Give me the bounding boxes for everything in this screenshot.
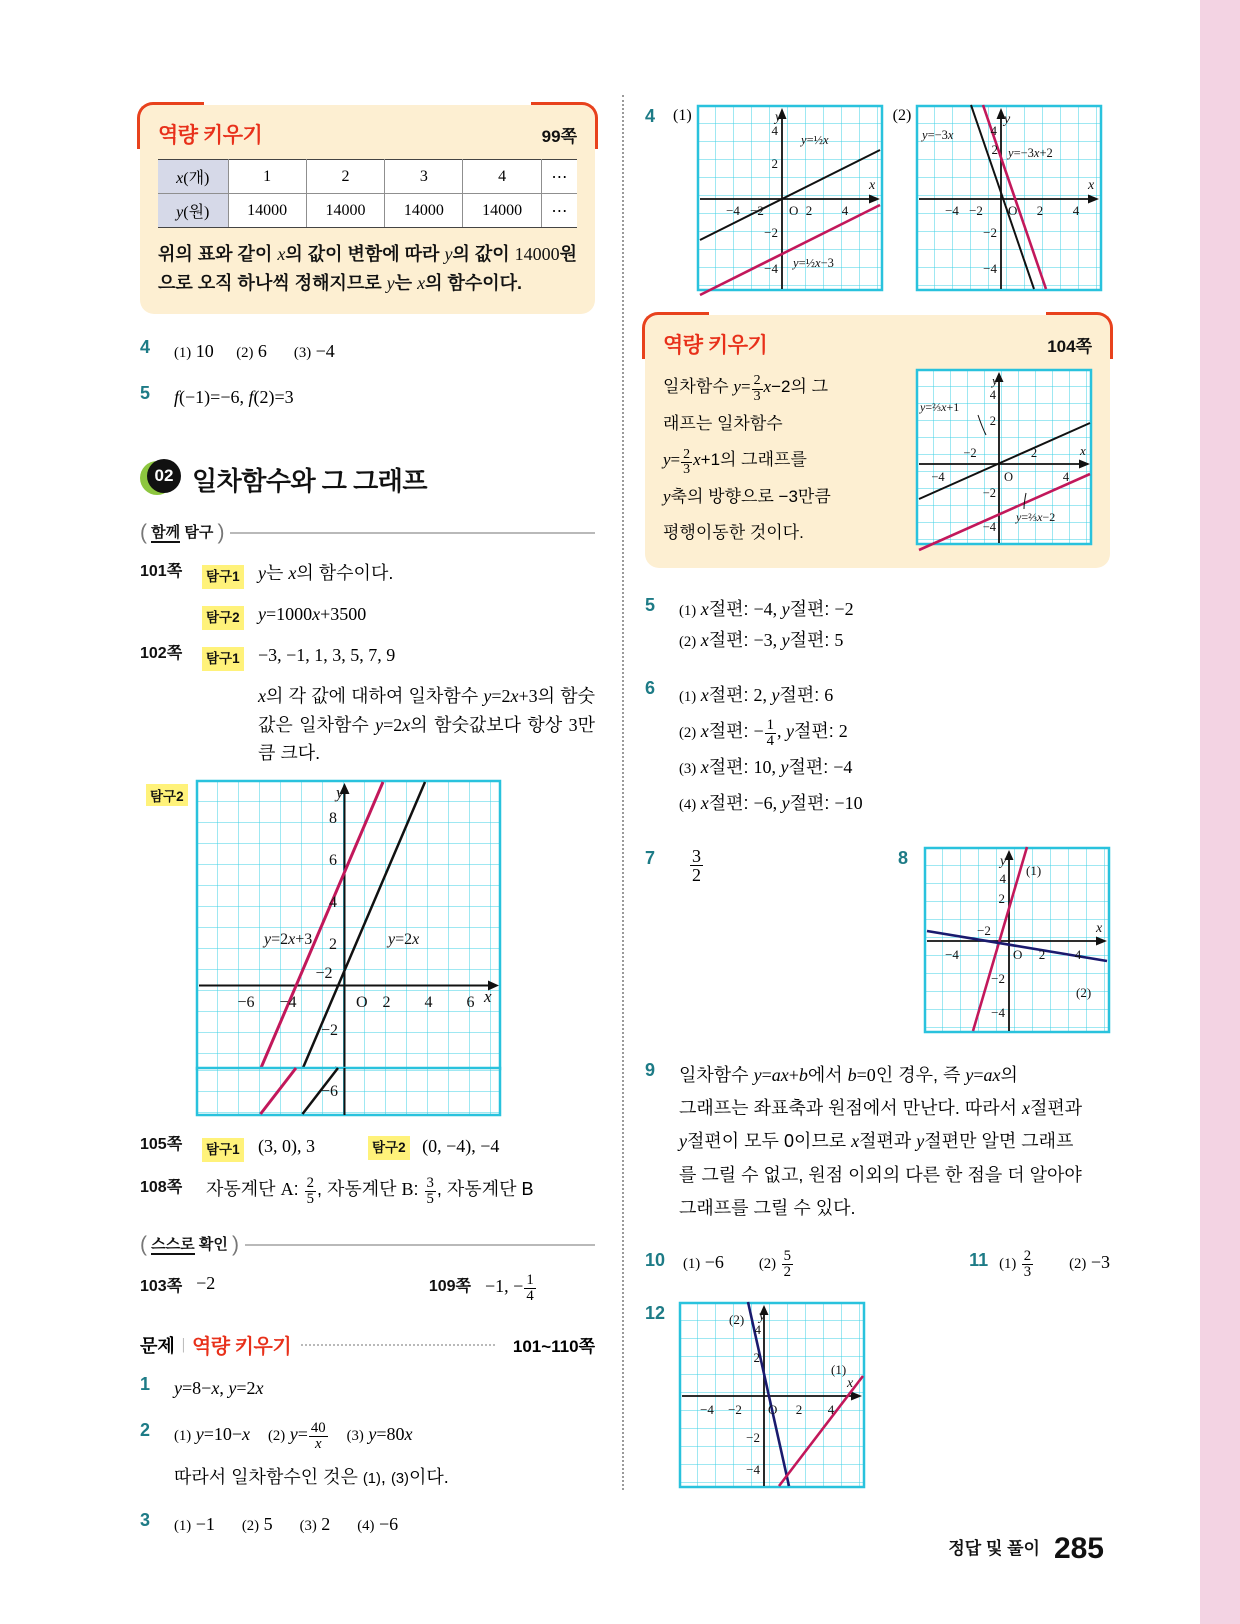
svg-text:y=−3x: y=−3x [922,128,954,142]
self-check-value: −1, − $\frac{1}{4}$ [485,1272,534,1305]
page-footer [0,1532,1200,1566]
svg-text:y: y [1000,853,1007,869]
question-row-5 [645,594,1110,657]
page-ref: 103쪽 [140,1278,183,1296]
svg-text:O: O [1004,470,1014,484]
problem-answer: (1) y=10−x (2) y= $\frac{40}{x}$ (3) y=80x [174,1419,413,1452]
answer-item: (1) x절편: −4, y절편: −2 [679,598,854,619]
problem-number: 2 [140,1419,151,1440]
svg-text:2: 2 [329,936,337,954]
page-edge-bar [1200,0,1240,1624]
self-check-label-row [140,1233,595,1257]
svg-text:−2: −2 [320,1022,338,1040]
svg-text:y=2x+3: y=2x+3 [264,931,313,949]
svg-text:y=⅔x−2: y=⅔x−2 [1016,510,1056,524]
svg-text:2: 2 [1037,203,1044,218]
svg-text:2: 2 [795,1402,803,1418]
q12-label-2: (2) [729,1312,745,1328]
section-badge-number: 02 [147,459,181,493]
explanation-line: 그래프를 그릴 수 있다. [679,1198,856,1219]
explanation-line: 그래프는 좌표축과 원점에서 만난다. 따라서 x절편과 [679,1098,1083,1119]
page-ref: 105쪽 [140,1136,183,1154]
row-header-y: y(원) [158,194,228,228]
question-7-8-block [645,847,1110,1033]
svg-text:y: y [336,783,344,803]
q4-sub-1-label: (1) [673,107,692,124]
svg-text:y=−3x+2: y=−3x+2 [1008,146,1054,160]
problem-answer: (1) −1 (2) 5 (3) 2 (4) −6 [174,1514,399,1535]
page-ref [140,600,202,631]
rule-line [245,1244,595,1246]
explore2-graph-lower [196,1068,501,1118]
row-header-x: x(개) [158,160,228,194]
svg-text:y=2x: y=2x [388,931,420,949]
question-row-6 [645,677,1110,821]
right-column [645,105,1110,1488]
problem-pages: 101~110쪽 [512,1337,595,1357]
svg-text:−2: −2 [315,965,333,983]
svg-text:−2: −2 [977,922,991,938]
page-ref: 109쪽 [428,1278,471,1296]
cell: 1 [228,160,306,194]
svg-text:−2: −2 [969,203,984,218]
svg-text:−4: −4 [945,946,959,962]
callout-line-5: 평행이동한 것이다. [663,523,804,543]
svg-text:y: y [759,1309,766,1325]
svg-text:−6: −6 [237,994,255,1012]
svg-text:2: 2 [382,994,391,1012]
question-number: 10 [645,1250,666,1271]
question-11-answers: (1) $\frac{2}{3}$ (2) −3 [999,1248,1110,1281]
problem-number: 1 [140,1374,151,1395]
q4-sub-2-label: (2) [892,107,912,124]
explore-tag: 탐구1 [202,1132,258,1163]
svg-text:4: 4 [827,1402,835,1418]
svg-text:2: 2 [989,414,996,428]
svg-text:x: x [868,178,875,193]
svg-text:−4: −4 [982,520,996,534]
svg-text:2: 2 [991,142,999,157]
svg-text:x: x [847,1376,854,1392]
svg-text:4: 4 [990,123,998,138]
column-divider [622,95,624,1490]
page-ref: 108쪽 [140,1178,183,1196]
svg-text:y: y [1004,112,1011,127]
answer-item: (4) x절편: −6, y절편: −10 [679,792,863,813]
question-number: 11 [969,1250,989,1271]
explore-text: x의 각 값에 대하여 일차함수 y=2x+3의 함숫값은 일차함수 y=2x의 함숫값보다 항상 3만큼 크다. [258,685,595,764]
svg-text:−4: −4 [763,261,778,276]
q12-graph-svg [679,1302,865,1488]
svg-text:4: 4 [1074,946,1082,962]
explore-row-102-1 [140,641,595,672]
svg-text:4: 4 [329,894,337,912]
svg-text:4: 4 [989,388,996,402]
svg-text:4: 4 [841,203,848,218]
explore-row-105 [140,1132,595,1163]
q4-1-graph-svg [697,105,883,291]
svg-text:y: y [992,373,998,388]
question-7-answer: $\frac{3}{2}$ [692,845,701,886]
svg-text:−2: −2 [763,225,778,240]
svg-text:y=½x−3: y=½x−3 [792,256,834,270]
callout-body-line2: 으로 오직 하나씩 정해지므로 y는 x의 함수이다. [158,273,523,294]
answer-text: (1) 10 (2) 6 (3) −4 [174,341,335,362]
cell: ⋯ [541,160,577,194]
svg-text:−2: −2 [983,225,998,240]
rule-line [301,1344,495,1346]
svg-text:O: O [356,994,368,1012]
question-answers [679,594,1110,657]
q8-label-2: (2) [1076,984,1092,1000]
section-title: 일차함수와 그 그래프 [192,465,427,496]
answer-item: (1) x절편: 2, y절편: 6 [679,684,834,705]
explore-graph-tag: 탐구2 [140,780,196,1118]
answer-item: (3) x절편: 10, y절편: −4 [679,756,853,777]
svg-text:2: 2 [1038,946,1046,962]
svg-text:4: 4 [1073,203,1080,218]
svg-text:4: 4 [1062,470,1070,484]
svg-text:2: 2 [998,890,1005,906]
svg-text:−2: −2 [749,203,764,218]
rule-line [230,532,595,534]
callout-page-ref: 99쪽 [541,126,577,146]
callout-body [663,369,908,552]
problem-answer: y=8−x, y=2x [174,1378,264,1399]
svg-text:O: O [1013,946,1023,962]
cell: 14000 [385,194,463,228]
svg-text:y=⅔x+1: y=⅔x+1 [920,400,960,414]
explore-label-row [140,521,595,545]
callout-title: 역량 키우기 [158,124,263,147]
q8-graph-svg [924,847,1110,1033]
answer-number: 5 [140,382,151,403]
explore-text [258,1132,595,1163]
svg-text:−4: −4 [945,203,960,218]
separator: | [181,1335,185,1353]
question-row-12 [645,1302,1110,1488]
question-number: 6 [645,677,656,698]
answer-text: f(−1)=−6, f(2)=3 [174,386,294,407]
svg-text:8: 8 [329,810,337,828]
table-row [158,194,577,228]
q4-2-graph-svg [916,105,1102,291]
explore-row-101-2 [140,600,595,631]
question-explanation [679,1059,1110,1225]
callout-box-104 [645,315,1110,568]
answer-item: (2) x절편: − $\frac{1}{4}$ , y절편: 2 [679,716,848,749]
question-number: 9 [645,1059,656,1080]
cell: 2 [306,160,384,194]
svg-text:4: 4 [754,1322,761,1338]
svg-text:−4: −4 [746,1462,760,1478]
callout104-graph-svg [916,369,1092,545]
explanation-line: 를 그릴 수 없고, 원점 이외의 다른 한 점을 더 알아야 [679,1164,1082,1185]
callout-page-ref: 104쪽 [1047,336,1092,356]
cell: 3 [385,160,463,194]
explanation-line: y절편이 모두 0이므로 x절편과 y절편만 알면 그래프 [679,1131,1074,1152]
function-table [158,159,577,228]
svg-text:−2: −2 [728,1402,742,1418]
svg-text:2: 2 [753,1350,760,1366]
question-number: 7 [645,847,656,868]
svg-text:−4: −4 [931,470,945,484]
answer-item: (2) x절편: −3, y절편: 5 [679,630,844,651]
explore-tag-2: 탐구2 [368,1136,410,1160]
question-4-block [645,105,1110,291]
footer-label: 정답 및 풀이 [948,1539,1040,1558]
q8-label-1: (1) [1026,862,1042,878]
chart-q4-1 [697,105,883,291]
svg-text:2: 2 [805,203,812,218]
question-10-11-block [645,1249,1110,1280]
explore-tag: 탐구2 [202,600,258,631]
question-number-4: 4 [645,106,656,126]
svg-text:4: 4 [771,123,778,138]
svg-text:O: O [788,203,799,218]
self-check-label: ( 스스로 확인 ) [140,1233,239,1257]
callout-line-4: y축의 방향으로 −3만큼 [663,486,831,506]
callout-body [158,240,577,298]
svg-text:−2: −2 [746,1430,760,1446]
svg-text:x: x [1096,920,1103,936]
problem-label: 문제 [140,1335,175,1356]
explore-text: y=1000x+3500 [258,604,367,625]
problem-row-2 [140,1419,595,1452]
answer-row-5 [140,382,595,414]
svg-text:O: O [768,1402,778,1418]
explore-label: ( 함께 탐구 ) [140,521,225,545]
explore-text: 자동계단 A: $\frac{2}{5}$ , 자동계단 B: $\frac{3}{5}$ , 자동계단 B [206,1174,534,1207]
svg-text:−2: −2 [963,446,977,460]
svg-text:O: O [1008,203,1018,218]
cell: 4 [463,160,541,194]
callout-header [663,329,1092,359]
svg-text:4: 4 [424,994,433,1012]
question-number: 8 [898,847,909,868]
svg-text:−4: −4 [279,994,297,1012]
chart-q12 [679,1302,865,1488]
chart-q4-2 [916,105,1102,291]
svg-text:2: 2 [771,156,778,171]
callout-line-2: 래프는 일차함수 [663,413,783,433]
page-number: 285 [1053,1532,1104,1565]
callout-body-line1: 위의 표와 같이 x의 값이 변함에 따라 y의 값이 14000원 [158,244,578,264]
svg-text:x: x [1080,443,1086,458]
svg-text:−6: −6 [320,1083,338,1101]
svg-text:2: 2 [1030,446,1038,460]
problem-row-1 [140,1373,595,1405]
page-ref: 101쪽 [140,563,183,581]
answer-row-4 [140,336,595,368]
table-row [158,160,577,194]
question-answers [679,677,1110,821]
answer-number: 4 [140,337,151,358]
callout-box-99 [140,105,595,314]
cell: 14000 [463,194,541,228]
section-badge [140,459,180,499]
section-header-02 [140,459,595,499]
chart-q8 [924,847,1110,1033]
left-column [140,105,595,1541]
self-check-value: −2 [196,1273,216,1294]
svg-text:x: x [1088,178,1095,193]
svg-text:−4: −4 [725,203,740,218]
explore-text: y는 x의 함수이다. [258,563,394,584]
page-ref: 102쪽 [140,644,183,662]
svg-text:6: 6 [466,994,475,1012]
svg-text:−4: −4 [991,1004,1005,1020]
explore-tag: 탐구1 [202,641,258,672]
callout-header [158,119,577,149]
callout-line-1: 일차함수 y= $\frac{2}{3}$ x−2의 그 [663,373,829,404]
explore-row-108 [140,1175,595,1207]
explore2-graph-svg [196,780,501,1070]
explore-tag: 탐구1 [202,559,258,590]
callout-line-3: y= $\frac{2}{3}$ x+1의 그래프를 [663,446,807,477]
explore-value-2: (0, −4), −4 [422,1136,500,1157]
question-number: 5 [645,594,656,615]
question-row-9 [645,1059,1110,1225]
chart-callout104 [916,369,1092,545]
svg-text:−2: −2 [991,970,1005,986]
problem-row-2-note [140,1462,595,1494]
cell: 14000 [306,194,384,228]
callout-title: 역량 키우기 [663,334,768,357]
problem-title: 역량 키우기 [191,1336,292,1359]
question-10-answers: (1) −6 (2) $\frac{5}{2}$ [683,1248,791,1281]
svg-text:x: x [484,987,492,1007]
cell: 14000 [228,194,306,228]
svg-text:6: 6 [329,852,337,870]
chart-explore2 [196,780,501,1118]
explore-row-102-desc [140,682,595,768]
problem-section-header [140,1330,595,1359]
problem-note: 따라서 일차함수인 것은 (1), (3)이다. [174,1466,449,1487]
svg-text:−4: −4 [700,1402,714,1418]
svg-text:y=½x: y=½x [800,133,829,147]
explore-text: −3, −1, 1, 3, 5, 7, 9 [258,644,396,665]
svg-text:4: 4 [999,870,1006,886]
problem-number: 3 [140,1510,151,1531]
explore-row-101-1 [140,559,595,590]
cell: ⋯ [541,194,577,228]
svg-text:y: y [774,110,781,125]
explore-value-1: (3, 0), 3 [258,1136,315,1157]
svg-text:−2: −2 [982,486,996,500]
explanation-line: 일차함수 y=ax+b에서 b=0인 경우, 즉 y=ax의 [679,1064,1018,1085]
question-number: 12 [645,1303,666,1324]
q12-label-1: (1) [831,1362,847,1378]
svg-text:−4: −4 [983,261,998,276]
